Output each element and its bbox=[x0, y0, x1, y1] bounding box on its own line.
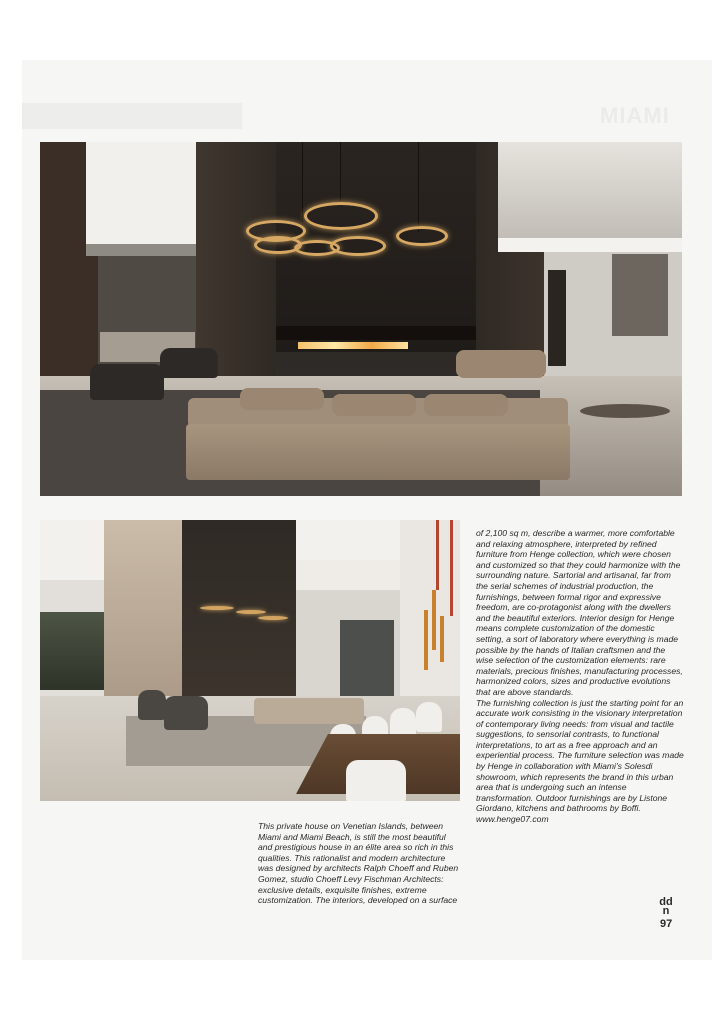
fireplace bbox=[276, 326, 476, 340]
logo-bottom: n bbox=[662, 905, 670, 917]
dining-chair bbox=[346, 760, 406, 801]
sofa bbox=[254, 698, 364, 724]
page-number: 97 bbox=[660, 918, 673, 930]
header-bar bbox=[22, 103, 242, 129]
pendant-lamp bbox=[424, 610, 428, 670]
dining-chair bbox=[416, 702, 442, 732]
chandelier-ring bbox=[236, 610, 266, 614]
lounge-chair bbox=[164, 696, 208, 730]
ceiling-soffit bbox=[86, 142, 196, 244]
lounge-chair bbox=[90, 364, 164, 400]
sofa-cushion bbox=[456, 350, 546, 378]
pendant-lamp bbox=[440, 616, 444, 662]
side-table bbox=[580, 404, 670, 418]
wall-art bbox=[612, 254, 668, 336]
section-tag: MIAMI bbox=[600, 103, 670, 128]
balcony-edge bbox=[498, 238, 682, 252]
chandelier-ring bbox=[304, 202, 378, 230]
sectional-sofa bbox=[186, 424, 570, 480]
article-column-right bbox=[476, 528, 684, 825]
sofa-cushion bbox=[424, 394, 508, 416]
pendant-lamp bbox=[432, 590, 436, 650]
garden-view bbox=[40, 612, 108, 690]
lounge-chair bbox=[160, 348, 218, 378]
travertine-wall bbox=[104, 520, 182, 716]
pendant-cord bbox=[436, 520, 439, 590]
article-paragraph: This private house on Venetian Islands, between Miami and Miami Beach, is still the most beautiful and prestigious house in an élite area so rich in this qualities. This rationalist and modern architecture was designed by architects Ralph Choeff and Ruben Gomez, studio Choeff Levy Fischman Architects: exclusive details, exquisite finishes, extreme customization. The interiors, developed on a surface bbox=[258, 821, 459, 906]
dining-area-photo bbox=[40, 520, 460, 801]
sofa-cushion bbox=[332, 394, 416, 416]
chandelier-ring bbox=[258, 616, 288, 620]
pendant-cord bbox=[450, 520, 453, 616]
wood-column-left bbox=[196, 142, 276, 382]
window bbox=[340, 620, 394, 700]
fire-glow bbox=[298, 342, 408, 349]
living-room-photo bbox=[40, 142, 682, 496]
upper-balcony bbox=[498, 142, 682, 250]
chandelier-wire bbox=[302, 142, 303, 222]
article-column-left bbox=[258, 821, 460, 906]
chandelier-ring bbox=[330, 236, 386, 256]
soffit-shadow bbox=[86, 244, 196, 256]
article-paragraph: of 2,100 sq m, describe a warmer, more comfortable and relaxing atmosphere, interpreted by refined furniture from Henge collection, which were chosen and customized so that they could harmonize with the surrounding nature. Sartorial and artisanal, far from the serial schemes of industrial production, the furnishings, between formal rigor and expressive freedom, are co-protagonist along with the dwellers and the beautiful exteriors. Interior design for Henge means complete customization of the domestic setting, a sort of laboratory where everything is made possible by the hands of Italian craftsmen and the wise selection of the customization elements: rare materials, precious finishes, manufacturing processes, harmonized colors, sizes and productive evolutions that are above standards. bbox=[476, 528, 683, 697]
chandelier-wire bbox=[418, 142, 419, 232]
article-paragraph: The furnishing collection is just the starting point for an accurate work consisting in the visionary interpretation of contemporary living needs: from visual and tactile suggestions, to sensorial contrasts, to functional interpretations, to art as a free approach and an experiential process. The furniture selection was made by Henge in collaboration with Miami's Solesdi showroom, which represents the brand in this urban area that is undergoing such an intense transformation. Outdoor furnishings are by Listone Giordano, kitchens and bathrooms by Boffi. www.henge07.com bbox=[476, 697, 684, 825]
logo-top: dd bbox=[659, 896, 673, 908]
chandelier-ring bbox=[200, 606, 234, 610]
doorway bbox=[548, 270, 566, 366]
sofa-cushion bbox=[240, 388, 324, 410]
chandelier-wire bbox=[340, 142, 341, 204]
lounge-chair bbox=[138, 690, 166, 720]
chandelier-ring bbox=[396, 226, 448, 246]
magazine-logo bbox=[655, 898, 677, 916]
